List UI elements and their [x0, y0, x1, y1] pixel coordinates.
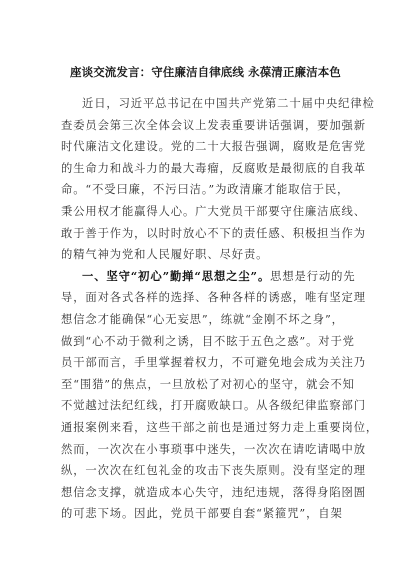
- paragraph-line: 的生命力和战斗力的最大毒瘤，反腐败是最彻底的自我革: [61, 161, 366, 175]
- paragraph-line: 的精气神为党和人民履好职、尽好责。: [61, 248, 269, 262]
- document-body: [61, 93, 381, 525]
- paragraph-line: 然而，一次次在小事琐事中迷失，一次次在请吃请喝中放: [61, 442, 366, 456]
- document-title: 座谈交流发言：守住廉洁自律底线 永葆清正廉洁本色: [70, 65, 341, 79]
- paragraph-line: 的可悲下场。因此，党员干部要自套“紧箍咒”，自架: [61, 507, 343, 521]
- paragraph-line: 员干部而言，手里掌握着权力，不可避免地会成为关注乃: [61, 356, 366, 370]
- paragraph-line: 想信念才能确保“心无妄思”，练就“金刚不坏之身”，: [61, 312, 344, 326]
- paragraph-line: 命。“不受曰廉，不污曰洁。”为政清廉才能取信于民，: [61, 183, 350, 197]
- paragraph-line: 查委员会第三次全体会议上发表重要讲话强调，要加强新: [61, 118, 366, 132]
- paragraph-line: 导，面对各式各样的选择、各种各样的诱惑，唯有坚定理: [61, 291, 366, 305]
- paragraph-line: 秉公用权才能赢得人心。广大党员干部要守住廉洁底线、: [61, 204, 366, 218]
- paragraph-line: 敢于善于作为，以时时放心不下的责任感、积极担当作为: [61, 226, 366, 240]
- paragraph-line: 不觉越过法纪红线，打开腐败缺口。从各级纪律监察部门: [61, 399, 366, 413]
- paragraph-line: 近日，习近平总书记在中国共产党第二十届中央纪律检: [82, 97, 375, 110]
- section-heading-tail: 思想是行动的先: [270, 269, 356, 283]
- paragraph-line: 通报案例来看，这些干部之前也是通过努力走上重要岗位，: [61, 420, 379, 434]
- paragraph-line: 至“围猎”的焦点，一旦放松了对初心的坚守，就会不知: [61, 377, 355, 391]
- section-heading-line: [61, 266, 381, 288]
- section-heading: 一、坚守“初心”勤掸“思想之尘”。: [82, 268, 271, 283]
- paragraph-line: 做到“心不动于微利之诱，目不眩于五色之惑”。对于党: [61, 334, 355, 348]
- paragraph-line: 想信念支撑，就造成本心失守，违纪违规，落得身陷囹圄: [61, 485, 366, 499]
- paragraph-line: 时代廉洁文化建设。党的二十大报告强调，腐败是危害党: [61, 140, 366, 154]
- paragraph-line: 纵，一次次在红包礼金的攻击下丧失原则。没有坚定的理: [61, 464, 366, 478]
